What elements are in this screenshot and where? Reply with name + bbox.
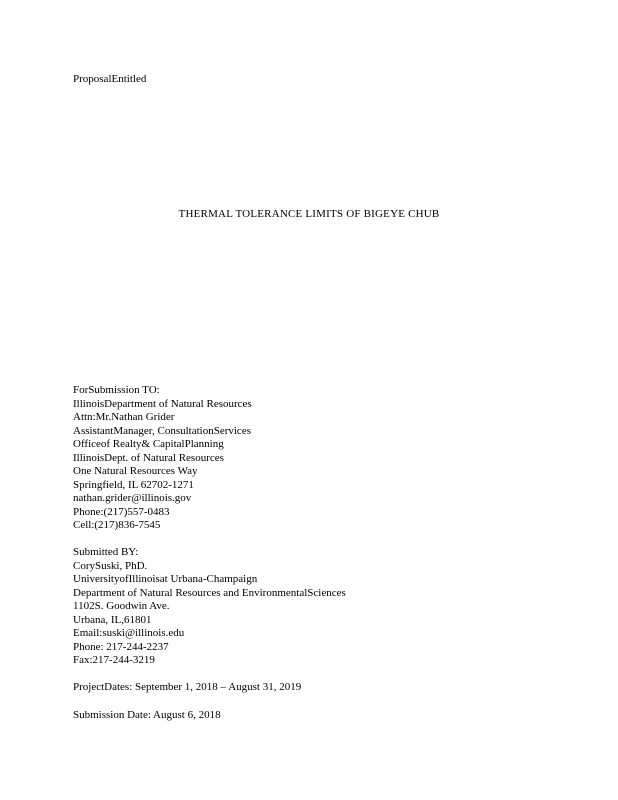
submitted-by-line: CorySuski, PhD. <box>73 559 148 572</box>
submission-to-label: ForSubmission TO: <box>73 384 160 396</box>
submitted-by-block <box>73 546 346 668</box>
submitted-by-line: Urbana, IL,61801 <box>73 613 152 626</box>
submission-to-block <box>73 384 252 533</box>
submission-to-line: One Natural Resources Way <box>73 465 198 477</box>
project-dates: ProjectDates: September 1, 2018 – August 31, 2019 <box>73 681 302 693</box>
submitted-by-line: Department of Natural Resources and EnvironmentalSciences <box>73 586 346 599</box>
submitted-by-phone: Phone: 217-244-2237 <box>73 640 169 653</box>
submission-to-line: IllinoisDept. of Natural Resources <box>73 451 224 464</box>
submitted-by-label: Submitted BY: <box>73 546 139 558</box>
proposal-title: THERMAL TOLERANCE LIMITS OF BIGEYE CHUB <box>178 208 440 220</box>
submitted-by-fax: Fax:217-244-3219 <box>73 654 155 666</box>
submission-to-email: nathan.grider@illinois.gov <box>73 492 192 504</box>
submission-to-phone: Phone:(217)557-0483 <box>73 505 170 518</box>
proposal-heading: ProposalEntitled <box>73 73 147 85</box>
submitted-by-line: 1102S. Goodwin Ave. <box>73 600 170 612</box>
submission-to-line: AssistantManager, ConsultationServices <box>73 424 251 437</box>
submitted-by-line: UniversityofIllinoisat Urbana-Champaign <box>73 573 258 585</box>
submission-to-line: Springfield, IL 62702-1271 <box>73 478 194 491</box>
submission-to-line: Officeof Realty& CapitalPlanning <box>73 438 224 450</box>
submission-to-line: Attn:Mr.Nathan Grider <box>73 411 175 423</box>
submission-to-line: IllinoisDepartment of Natural Resources <box>73 397 252 410</box>
submission-date: Submission Date: August 6, 2018 <box>73 709 221 721</box>
submitted-by-email: Email:suski@illinois.edu <box>73 627 185 639</box>
submission-to-cell: Cell:(217)836-7545 <box>73 519 161 531</box>
